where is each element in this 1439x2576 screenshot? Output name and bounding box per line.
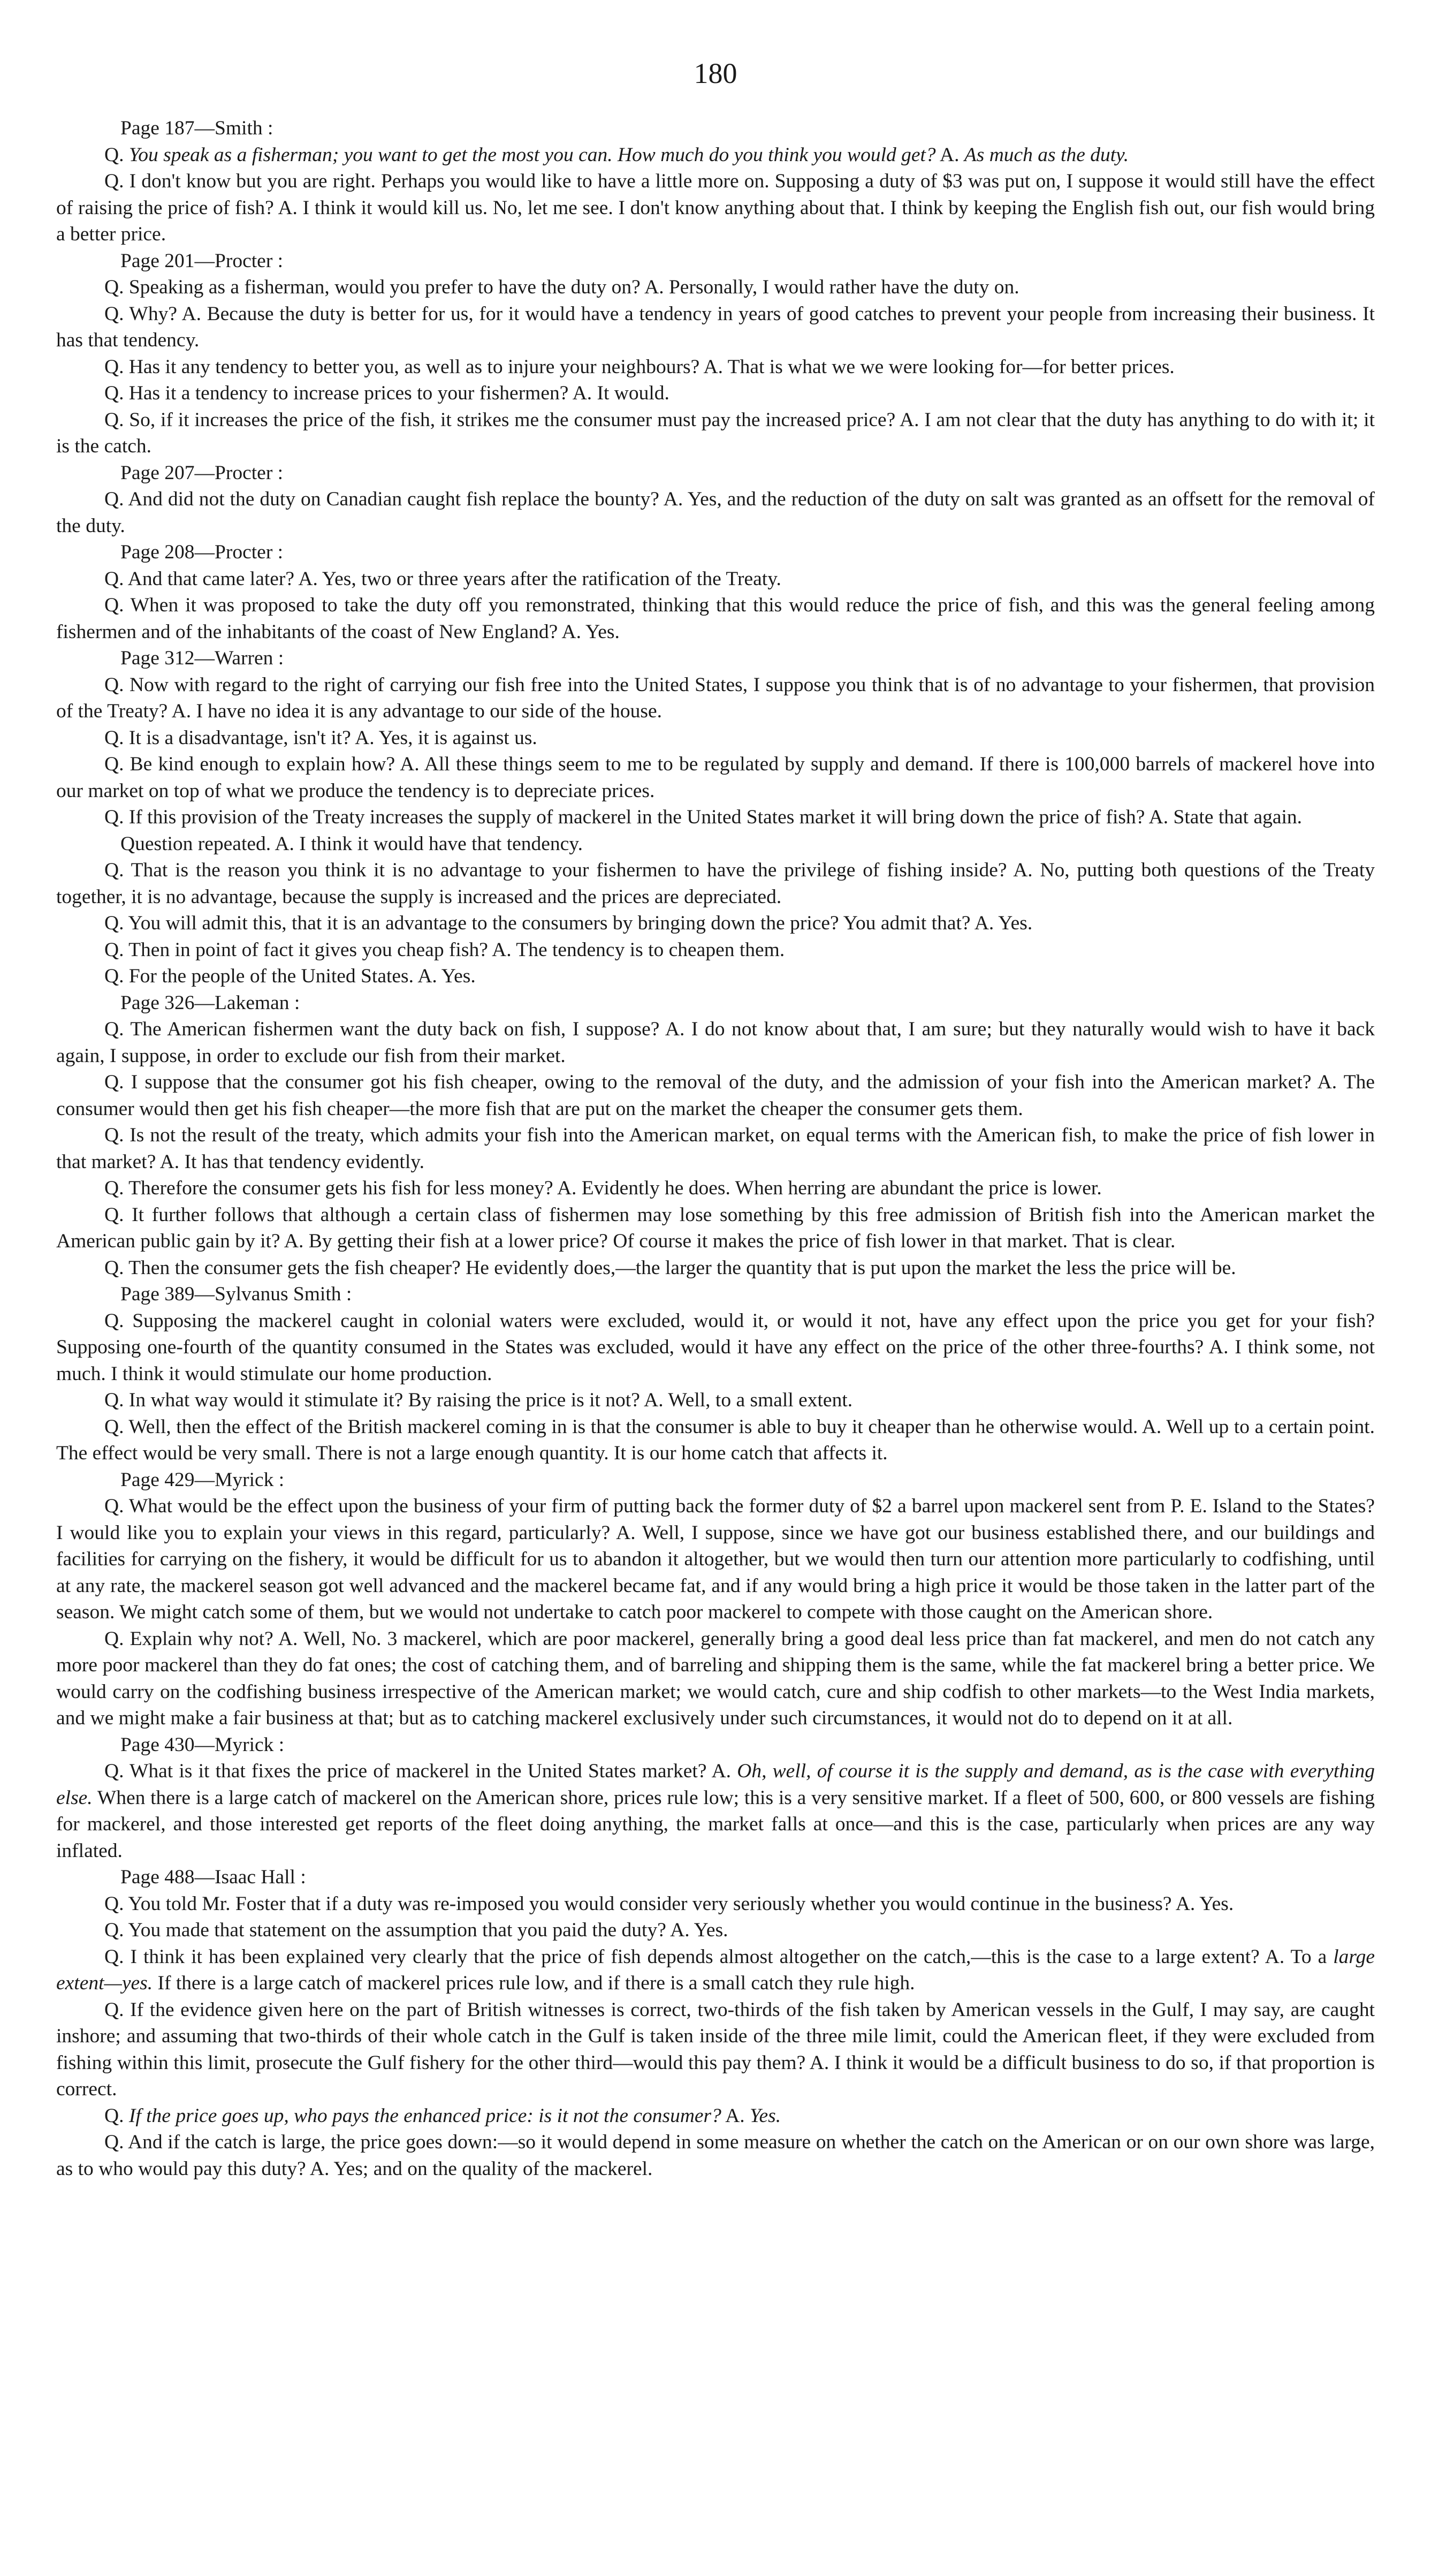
text-segment: A. (721, 2104, 750, 2127)
testimony-paragraph: Q. Supposing the mackerel caught in colonial waters were excluded, would it, or would it not, have any effect upon the price you get for your fish? Supposing one-fourth of the quantity consumed in the States was excluded, would it have any effect on the price of the other three-fourths? A. I think some, not much. I think it would stimulate our home production. (56, 1309, 1375, 1385)
testimony-paragraph: Q. Now with regard to the right of carrying our fish free into the United States, I suppose you think that is of no advantage to your fishermen, that provision of the Treaty? A. I have no idea it is any advantage to our side of the house. (56, 673, 1375, 722)
text-segment: If there is a large catch of mackerel prices rule low, and if there is a small catch they rule high. (153, 1972, 915, 1994)
testimony-heading: Page 187—Smith : (120, 117, 273, 139)
text-segment: Q. (104, 143, 129, 166)
testimony-paragraph: Q. For the people of the United States. A. Yes. (104, 965, 476, 987)
testimony-paragraph: Q. Therefore the consumer gets his fish for less money? A. Evidently he does. When herring are abundant the price is lower. (104, 1177, 1102, 1199)
testimony-paragraph: Q. Speaking as a fisherman, would you prefer to have the duty on? A. Personally, I would rather have the duty on. (104, 276, 1019, 298)
italic-text: large extent—yes. (56, 1945, 1375, 1994)
testimony-paragraph: Q. Is not the result of the treaty, which admits your fish into the American market, on equal terms with the American fish, to make the price of fish lower in that market? A. It has that tendency evidently. (56, 1124, 1375, 1173)
testimony-paragraph: Q. That is the reason you think it is no advantage to your fishermen to have the privilege of fishing inside? A. No, putting both questions of the Treaty together, it is no advantage, because the supply is increased and the prices are depreciated. (56, 859, 1375, 908)
testimony-paragraph: Q. Then in point of fact it gives you cheap fish? A. The tendency is to cheapen them. (104, 938, 785, 961)
testimony-paragraph: Q. You told Mr. Foster that if a duty was re-imposed you would consider very seriously whether you would continue in the business? A. Yes. (104, 1892, 1234, 1915)
text-segment: A. (935, 143, 964, 166)
testimony-heading: Page 312—Warren : (120, 647, 284, 669)
testimony-heading: Page 488—Isaac Hall : (120, 1866, 306, 1888)
testimony-paragraph: Q. Explain why not? A. Well, No. 3 mackerel, which are poor mackerel, generally bring a good deal less price than fat mackerel, and men do not catch any more poor mackerel than they do fat ones; the cost of catching them, and of barreling and shipping them is the same, while the fat mackerel bring a better price. We would carry on the codfishing business irrespective of the American market; we would catch, cure and ship codfish to other markets—to the West India markets, and we might make a fair business at that; but as to catching mackerel exclusively under such circumstances, it would not do to depend on it at all. (56, 1627, 1375, 1729)
testimony-paragraph: Q. You will admit this, that it is an advantage to the consumers by bringing down the price? You admit that? A. Yes. (104, 912, 1033, 934)
testimony-heading: Page 201—Procter : (120, 249, 284, 272)
testimony-paragraph: Q. It is a disadvantage, isn't it? A. Yes, it is against us. (104, 726, 537, 749)
testimony-paragraph: Q. And did not the duty on Canadian caught fish replace the bounty? A. Yes, and the reduction of the duty on salt was granted as an offsett for the removal of the duty. (56, 488, 1375, 537)
testimony-paragraph: Q. Has it a tendency to increase prices to your fishermen? A. It would. (104, 382, 669, 404)
testimony-heading: Page 429—Myrick : (120, 1468, 285, 1491)
testimony-paragraph: Q. Why? A. Because the duty is better for us, for it would have a tendency in years of good catches to prevent your people from increasing their business. It has that tendency. (56, 302, 1375, 351)
page-number: 180 (694, 57, 737, 89)
italic-text: Yes. (750, 2104, 781, 2127)
document-body (56, 115, 1375, 2182)
text-segment: Q. What is it that fixes the price of mackerel in the United States market? A. (104, 1760, 737, 1782)
testimony-note: Question repeated. A. I think it would have that tendency. (120, 832, 583, 855)
testimony-paragraph: Q. Has it any tendency to better you, as well as to injure your neighbours? A. That is what we we were looking for—for better prices. (104, 355, 1175, 378)
testimony-paragraph: Q. The American fishermen want the duty back on fish, I suppose? A. I do not know about that, I am sure; but they naturally would wish to have it back again, I suppose, in order to exclude our fish from their market. (56, 1018, 1375, 1067)
testimony-paragraph: Q. If the evidence given here on the part of British witnesses is correct, two-thirds of the fish taken by American vessels in the Gulf, I may say, are caught inshore; and assuming that two-thirds of their whole catch in the Gulf is taken inside of the three mile limit, could the American fleet, if they were excluded from fishing within this limit, prosecute the Gulf fishery for the other third—would this pay them? A. I think it would be a difficult business to do so, if that proportion is correct. (56, 1998, 1375, 2100)
testimony-paragraph: Q. So, if it increases the price of the fish, it strikes me the consumer must pay the increased price? A. I am not clear that the duty has anything to do with it; it is the catch. (56, 408, 1375, 457)
testimony-paragraph (56, 1758, 1375, 1864)
testimony-paragraph: Q. And that came later? A. Yes, two or three years after the ratification of the Treaty. (104, 567, 781, 590)
testimony-paragraph: Q. When it was proposed to take the duty off you remonstrated, thinking that this would reduce the price of fish, and this was the general feeling among fishermen and of the inhabitants of the coast of New England? A. Yes. (56, 594, 1375, 643)
testimony-paragraph: Q. I suppose that the consumer got his fish cheaper, owing to the removal of the duty, and the admission of your fish into the American market? A. The consumer would then get his fish cheaper—the more fish that are put on the market the cheaper the consumer gets them. (56, 1071, 1375, 1120)
italic-text: As much as the duty. (964, 143, 1129, 166)
testimony-paragraph: Q. In what way would it stimulate it? By raising the price is it not? A. Well, to a small extent. (104, 1389, 853, 1411)
testimony-paragraph: Q. Be kind enough to explain how? A. All these things seem to me to be regulated by supply and demand. If there is 100,000 barrels of mackerel hove into our market on top of what we produce the tendency is to depreciate prices. (56, 753, 1375, 802)
italic-text: If the price goes up, who pays the enhanced price: is it not the consumer? (128, 2104, 721, 2127)
testimony-heading: Page 326—Lakeman : (120, 991, 300, 1014)
text-segment: Q. (104, 2104, 129, 2127)
testimony-paragraph: Q. I don't know but you are right. Perhaps you would like to have a little more on. Supposing a duty of $3 was put on, I suppose it would still have the effect of raising the price of fish? A. I think it would kill us. No, let me see. I don't know anything about that. I think by keeping the English fish out, our fish would bring a better price. (56, 170, 1375, 245)
italic-text: Oh, well, of course it is the supply and demand, as is the case with everything else. (56, 1760, 1375, 1809)
testimony-paragraph: Q. Well, then the effect of the British mackerel coming in is that the consumer is able to buy it cheaper than he otherwise would. A. Well up to a certain point. The effect would be very small. There is not a large enough quantity. It is our home catch that affects it. (56, 1415, 1375, 1464)
testimony-paragraph: Q. Then the consumer gets the fish cheaper? He evidently does,—the larger the quantity that is put upon the market the less the price will be. (104, 1256, 1236, 1279)
text-segment: When there is a large catch of mackerel on the American shore, prices rule low; this is a very sensitive market. If a fleet of 500, 600, or 800 vessels are fishing for mackerel, and those interested get reports of the fleet doing anything, the market falls at once—and this is the case, particularly when prices are any way inflated. (56, 1786, 1375, 1862)
testimony-paragraph: Q. If this provision of the Treaty increases the supply of mackerel in the United States market it will bring down the price of fish? A. State that again. (104, 806, 1303, 828)
testimony-heading: Page 208—Procter : (120, 541, 284, 563)
testimony-paragraph: Q. You made that statement on the assumption that you paid the duty? A. Yes. (104, 1919, 728, 1941)
testimony-heading: Page 207—Procter : (120, 461, 284, 484)
testimony-paragraph (56, 1944, 1375, 1997)
testimony-paragraph (56, 2103, 1375, 2130)
testimony-paragraph: Q. What would be the effect upon the business of your firm of putting back the former duty of $2 a barrel upon mackerel sent from P. E. Island to the States? I would like you to explain your views in this regard, particularly? A. Well, I suppose, since we have got our business established there, and our buildings and facilities for carrying on the fishery, it would be difficult for us to abandon it altogether, but we would then turn our attention more particularly to codfishing, until at any rate, the mackerel season got well advanced and the mackerel became fat, and if any would bring a high price it would be those taken in the latter part of the season. We might catch some of them, but we would not undertake to catch poor mackerel to compete with those caught on the American shore. (56, 1495, 1375, 1623)
italic-text: You speak as a fisherman; you want to get the most you can. How much do you think you would get? (128, 143, 936, 166)
testimony-heading: Page 389—Sylvanus Smith : (120, 1283, 352, 1305)
testimony-paragraph (56, 142, 1375, 169)
testimony-paragraph: Q. And if the catch is large, the price goes down:—so it would depend in some measure on whether the catch on the American or on our own shore was large, as to who would pay this duty? A. Yes; and on the quality of the mackerel. (56, 2131, 1375, 2180)
testimony-heading: Page 430—Myrick : (120, 1733, 285, 1756)
testimony-paragraph: Q. It further follows that although a certain class of fishermen may lose something by this free admission of British fish into the American market the American public gain by it? A. By getting their fish at a lower price? Of course it makes the price of fish lower in that market. That is clear. (56, 1203, 1375, 1252)
text-segment: Q. I think it has been explained very clearly that the price of fish depends almost altogether on the catch,—this is the case to a large extent? A. To a (104, 1945, 1334, 1968)
